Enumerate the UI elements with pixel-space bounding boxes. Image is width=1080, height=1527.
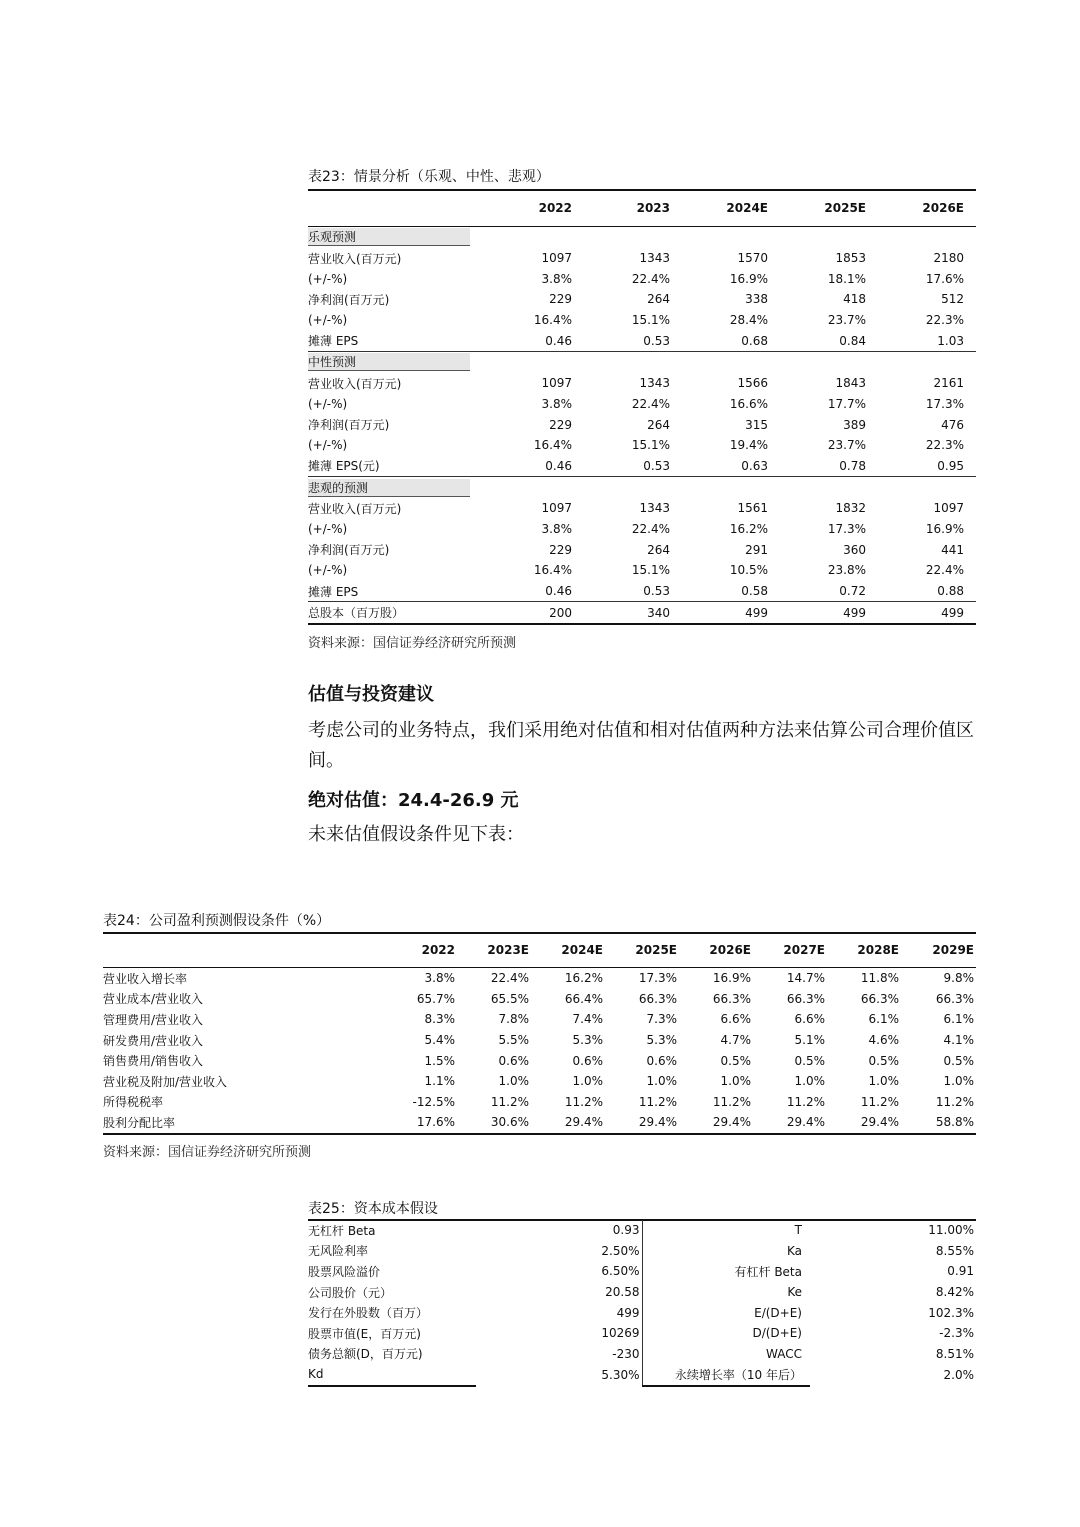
table24-header-2026e: 2026E	[679, 933, 753, 968]
table24-header-2024e: 2024E	[531, 933, 605, 968]
table25-value-left: 6.50%	[476, 1261, 642, 1282]
table23-cell: 0.95	[937, 458, 964, 473]
table23-row-label: 营业收入(百万元)	[308, 251, 402, 266]
table23-row	[308, 248, 976, 269]
table23-row	[308, 373, 976, 394]
table24-cell: 11.2%	[935, 1094, 974, 1109]
table24-cell: 11.2%	[860, 1094, 899, 1109]
table24-cell: 1.0%	[646, 1074, 677, 1089]
table23-empty-cell	[780, 227, 878, 248]
table24-cell: 14.7%	[786, 971, 825, 986]
table24-cell: 5.1%	[794, 1033, 825, 1048]
table23-cell: 16.4%	[533, 563, 572, 578]
table23-cell: 17.3%	[827, 521, 866, 536]
table24-cell: 7.4%	[572, 1012, 603, 1027]
table23-group-row	[308, 477, 976, 498]
table23-cell: 23.7%	[827, 313, 866, 328]
table25-label-right: 永续增长率（10 年后）	[642, 1364, 810, 1386]
table24-row	[103, 1050, 976, 1071]
table23-row	[308, 560, 976, 581]
table24-cell: 4.6%	[868, 1033, 899, 1048]
table23-row	[308, 330, 976, 351]
table24-cell: 1.0%	[720, 1074, 751, 1089]
table24-cell: 66.3%	[712, 991, 751, 1006]
table23-header-2025e: 2025E	[780, 190, 878, 227]
table24-cell: 1.0%	[498, 1074, 529, 1089]
table23-total-cell: 200	[486, 602, 584, 624]
table23-cell: 0.53	[643, 458, 670, 473]
table23-header-blank	[308, 190, 486, 227]
table24-cell: 0.6%	[646, 1053, 677, 1068]
table24-cell: 6.6%	[720, 1012, 751, 1027]
table23-cell: 17.3%	[925, 396, 964, 411]
table23-cell: 22.4%	[631, 521, 670, 536]
table24-header-2025e: 2025E	[605, 933, 679, 968]
table23-group-cell	[308, 352, 486, 373]
table23-group-row	[308, 227, 976, 248]
table23-cell: 229	[549, 542, 572, 557]
table24-row-label: 营业成本/营业收入	[103, 992, 204, 1007]
table25-row	[308, 1364, 976, 1386]
table25-value-right: 2.0%	[943, 1367, 974, 1382]
table25-label-right: D/(D+E)	[752, 1326, 802, 1341]
table24-cell: 1.0%	[868, 1074, 899, 1089]
table24-row	[103, 989, 976, 1010]
table25-value-right: 8.42%	[935, 1285, 974, 1300]
table23-row	[308, 414, 976, 435]
table23-row-label: (+/-%)	[308, 271, 348, 286]
table25-label-right: WACC	[766, 1346, 802, 1361]
table24-cell: 66.3%	[935, 991, 974, 1006]
table23-cell: 16.9%	[925, 521, 964, 536]
table23-row-label: 摊薄 EPS	[308, 584, 359, 599]
table23-header-2022: 2022	[486, 190, 584, 227]
table25-row	[308, 1323, 976, 1344]
table23-total-cell: 499	[780, 602, 878, 624]
table23-total-label: 总股本（百万股）	[308, 602, 486, 624]
scenario-analysis-table	[308, 190, 976, 625]
table23-cell: 360	[843, 542, 866, 557]
table23-header-2024e: 2024E	[682, 190, 780, 227]
table24-source: 资料来源：国信证券经济研究所预测	[103, 1145, 312, 1160]
table23-cell: 2180	[933, 251, 964, 266]
table23-row	[308, 456, 976, 477]
table24-cell: 11.2%	[786, 1094, 825, 1109]
table24-cell: 0.6%	[572, 1053, 603, 1068]
table23-row-label: 净利润(百万元)	[308, 543, 390, 558]
table23-cell: 1853	[835, 251, 866, 266]
table24-cell: 65.7%	[416, 991, 455, 1006]
table23-row	[308, 498, 976, 519]
table23-row-label: (+/-%)	[308, 313, 348, 328]
table23-cell: 264	[647, 292, 670, 307]
table24-header-2022: 2022	[383, 933, 457, 968]
table23-cell: 16.2%	[729, 521, 768, 536]
table24-cell: 17.3%	[638, 971, 677, 986]
table23-cell: 1097	[541, 501, 572, 516]
table24-cell: 66.3%	[860, 991, 899, 1006]
table23-row-label: 净利润(百万元)	[308, 292, 390, 307]
profit-forecast-assumptions-table	[103, 933, 976, 1135]
table23-empty-cell	[584, 477, 682, 498]
table23-cell: 15.1%	[631, 563, 670, 578]
table23-cell: 389	[843, 417, 866, 432]
table23-group-row	[308, 352, 976, 373]
table25-label-right: 有杠杆 Beta	[734, 1264, 802, 1279]
table23-header-2023: 2023	[584, 190, 682, 227]
table23-cell: 229	[549, 417, 572, 432]
table23-row-label: 营业收入(百万元)	[308, 501, 402, 516]
table23-row	[308, 310, 976, 331]
table23-cell: 15.1%	[631, 313, 670, 328]
table23-group-cell	[308, 477, 486, 498]
table23-cell: 23.7%	[827, 438, 866, 453]
table25-row	[308, 1282, 976, 1303]
table23-cell: 3.8%	[541, 271, 572, 286]
table24-cell: 5.4%	[424, 1033, 455, 1048]
table25-value-right: 8.51%	[935, 1346, 974, 1361]
table24-cell: 4.1%	[943, 1033, 974, 1048]
table24-row-label: 营业税及附加/营业收入	[103, 1074, 228, 1089]
table23-cell: 512	[941, 292, 964, 307]
table24-cell: 9.8%	[943, 971, 974, 986]
table23-total-cell: 499	[878, 602, 976, 624]
table23-cell: 315	[745, 417, 768, 432]
table23-cell: 1097	[933, 501, 964, 516]
table25-value-left: 0.93	[476, 1220, 642, 1241]
table24-cell: 0.5%	[794, 1053, 825, 1068]
table25-label-left: 债务总额(D，百万元)	[308, 1347, 423, 1362]
table23-cell: 3.8%	[541, 521, 572, 536]
table24-header-2029e: 2029E	[901, 933, 976, 968]
table23-row-label: 摊薄 EPS	[308, 334, 359, 349]
table23-cell: 0.78	[839, 458, 866, 473]
table23-empty-cell	[584, 352, 682, 373]
table24-cell: 0.6%	[498, 1053, 529, 1068]
table25-label-left: 发行在外股数（百万）	[308, 1306, 429, 1321]
table25-row	[308, 1220, 976, 1241]
table23-cell: 1097	[541, 376, 572, 391]
table24-cell: 0.5%	[868, 1053, 899, 1068]
table23-cell: 22.3%	[925, 438, 964, 453]
table23-row-label: (+/-%)	[308, 438, 348, 453]
table24-row	[103, 1030, 976, 1051]
table23-cell: 22.4%	[925, 563, 964, 578]
table24-cell: 11.2%	[638, 1094, 677, 1109]
table23-empty-cell	[780, 477, 878, 498]
table25-value-left: 20.58	[476, 1282, 642, 1303]
table23-cell: 17.6%	[925, 271, 964, 286]
table23-group-title: 悲观的预测	[308, 479, 470, 497]
table23-cell: 0.84	[839, 333, 866, 348]
table23-cell: 476	[941, 417, 964, 432]
table25-value-right: 11.00%	[928, 1223, 974, 1238]
table23-empty-cell	[682, 477, 780, 498]
table23-cell: 1566	[737, 376, 768, 391]
table23-cell: 0.53	[643, 584, 670, 599]
table23-cell: 18.1%	[827, 271, 866, 286]
table24-cell: 7.3%	[646, 1012, 677, 1027]
table24-cell: 11.2%	[490, 1094, 529, 1109]
table25-caption: 表25：资本成本假设	[308, 1201, 438, 1217]
table24-cell: 1.0%	[943, 1074, 974, 1089]
table24-row	[103, 1071, 976, 1092]
table24-cell: 1.1%	[424, 1074, 455, 1089]
table24-cell: 0.5%	[943, 1053, 974, 1068]
table24-body	[103, 968, 976, 1134]
table24-row-label: 股利分配比率	[103, 1112, 383, 1134]
table23-row	[308, 289, 976, 310]
table24-row-label: 营业收入增长率	[103, 971, 188, 986]
table25-label-left: 公司股价（元）	[308, 1285, 393, 1300]
table23-cell: 264	[647, 417, 670, 432]
table24-cell: 6.6%	[794, 1012, 825, 1027]
table23-empty-cell	[486, 477, 584, 498]
table24-row-label: 所得税税率	[103, 1095, 164, 1110]
table25-label-left: 股票风险溢价	[308, 1264, 381, 1279]
table24-cell: 17.6%	[383, 1112, 457, 1134]
table24-cell: 1.5%	[424, 1053, 455, 1068]
table23-group-title: 乐观预测	[308, 228, 470, 246]
table23-cell: 22.3%	[925, 313, 964, 328]
table25-label-left: 股票市值(E，百万元)	[308, 1326, 421, 1341]
cost-of-capital-table	[308, 1220, 976, 1387]
table23-cell: 264	[647, 542, 670, 557]
table25-value-left: -230	[476, 1344, 642, 1365]
table23-empty-cell	[486, 227, 584, 248]
table25-label-right: T	[794, 1223, 802, 1238]
table23-cell: 0.46	[545, 584, 572, 599]
table23-row-label: 净利润(百万元)	[308, 418, 390, 433]
table23-row-label: 摊薄 EPS(元)	[308, 459, 380, 474]
table24-header-2028e: 2028E	[827, 933, 901, 968]
table23-cell: 441	[941, 542, 964, 557]
table25-label-right: E/(D+E)	[754, 1305, 802, 1320]
table24-cell: 29.4%	[753, 1112, 827, 1134]
table24-cell: 22.4%	[490, 971, 529, 986]
table24-cell: 29.4%	[531, 1112, 605, 1134]
table23-cell: 0.63	[741, 458, 768, 473]
table23-row-label: 营业收入(百万元)	[308, 376, 402, 391]
table24-row-label: 研发费用/营业收入	[103, 1033, 204, 1048]
table23-cell: 3.8%	[541, 396, 572, 411]
table23-cell: 17.7%	[827, 396, 866, 411]
table23-group-title: 中性预测	[308, 353, 470, 371]
table23-row	[308, 539, 976, 560]
table24-cell: 29.4%	[679, 1112, 753, 1134]
table23-row	[308, 268, 976, 289]
table23-source: 资料来源：国信证券经济研究所预测	[308, 636, 517, 651]
table24-cell: 29.4%	[827, 1112, 901, 1134]
section-paragraph-2: 未来估值假设条件见下表：	[308, 824, 524, 845]
table23-cell: 1343	[639, 251, 670, 266]
table23-cell: 338	[745, 292, 768, 307]
table23-empty-cell	[878, 352, 976, 373]
table25-label-left: 无杠杆 Beta	[308, 1223, 376, 1238]
table25-label-left: 无风险利率	[308, 1244, 369, 1259]
table25-value-right: -2.3%	[939, 1326, 974, 1341]
table24-cell: 66.3%	[786, 991, 825, 1006]
table24-row	[103, 1112, 976, 1134]
table23-cell: 16.4%	[533, 313, 572, 328]
table23-cell: 0.46	[545, 458, 572, 473]
table25-value-left: 499	[476, 1302, 642, 1323]
table23-cell: 0.88	[937, 584, 964, 599]
table24-cell: 11.2%	[564, 1094, 603, 1109]
section-paragraph-1: 考虑公司的业务特点，我们采用绝对估值和相对估值两种方法来估算公司合理价值区间。	[308, 720, 974, 771]
table23-cell: 0.68	[741, 333, 768, 348]
table23-cell: 1343	[639, 376, 670, 391]
table25-label-right: Ke	[787, 1285, 802, 1300]
table23-empty-cell	[682, 227, 780, 248]
table24-header-2023e: 2023E	[457, 933, 531, 968]
table24-cell: 6.1%	[943, 1012, 974, 1027]
table25-body	[308, 1220, 976, 1386]
table24-cell: 11.8%	[860, 971, 899, 986]
table24-cell: 66.3%	[638, 991, 677, 1006]
table25-row	[308, 1261, 976, 1282]
table25-value-right: 102.3%	[928, 1305, 974, 1320]
table23-cell: 1561	[737, 501, 768, 516]
table25-value-left: 5.30%	[476, 1364, 642, 1386]
table25-row	[308, 1241, 976, 1262]
table23-cell: 1570	[737, 251, 768, 266]
table23-row-label: (+/-%)	[308, 396, 348, 411]
table24-cell: -12.5%	[412, 1094, 455, 1109]
table23-row	[308, 394, 976, 415]
table23-body	[308, 227, 976, 625]
table23-cell: 22.4%	[631, 271, 670, 286]
table23-empty-cell	[584, 227, 682, 248]
table24-cell: 58.8%	[901, 1112, 976, 1134]
table24-row-label: 管理费用/营业收入	[103, 1012, 204, 1027]
table24-row	[103, 968, 976, 989]
table24-header-blank	[103, 933, 383, 968]
table24-cell: 4.7%	[720, 1033, 751, 1048]
table23-empty-cell	[878, 227, 976, 248]
table24-caption: 表24：公司盈利预测假设条件（%）	[103, 913, 331, 929]
table23-cell: 1097	[541, 251, 572, 266]
table23-cell: 16.9%	[729, 271, 768, 286]
table24-header-2027e: 2027E	[753, 933, 827, 968]
table24-cell: 5.5%	[498, 1033, 529, 1048]
table23-row-label: (+/-%)	[308, 563, 348, 578]
table25-label-left: Kd	[308, 1364, 476, 1386]
table23-row	[308, 519, 976, 540]
table23-cell: 16.6%	[729, 396, 768, 411]
table23-cell: 10.5%	[729, 563, 768, 578]
table23-row	[308, 435, 976, 456]
table23-cell: 16.4%	[533, 438, 572, 453]
table23-empty-cell	[682, 352, 780, 373]
table24-row	[103, 1009, 976, 1030]
table24-cell: 5.3%	[572, 1033, 603, 1048]
table23-empty-cell	[486, 352, 584, 373]
table23-cell: 15.1%	[631, 438, 670, 453]
table23-total-cell: 499	[682, 602, 780, 624]
table23-cell: 1.03	[937, 333, 964, 348]
table23-cell: 23.8%	[827, 563, 866, 578]
table23-cell: 0.53	[643, 333, 670, 348]
table23-cell: 291	[745, 542, 768, 557]
table24-cell: 5.3%	[646, 1033, 677, 1048]
section-heading: 估值与投资建议	[308, 684, 434, 705]
table23-cell: 0.72	[839, 584, 866, 599]
table23-row-label: (+/-%)	[308, 521, 348, 536]
table23-cell: 2161	[933, 376, 964, 391]
table24-cell: 30.6%	[457, 1112, 531, 1134]
table24-cell: 0.5%	[720, 1053, 751, 1068]
table23-total-row	[308, 602, 976, 624]
table23-cell: 0.58	[741, 584, 768, 599]
table25-value-right: 0.91	[947, 1264, 974, 1279]
table24-cell: 7.8%	[498, 1012, 529, 1027]
table24-cell: 16.9%	[712, 971, 751, 986]
table24-cell: 8.3%	[424, 1012, 455, 1027]
table24-cell: 1.0%	[794, 1074, 825, 1089]
table23-row	[308, 581, 976, 602]
table23-cell: 1343	[639, 501, 670, 516]
table24-cell: 11.2%	[712, 1094, 751, 1109]
table23-cell: 418	[843, 292, 866, 307]
table25-value-left: 2.50%	[476, 1241, 642, 1262]
table23-empty-cell	[878, 477, 976, 498]
table24-cell: 16.2%	[564, 971, 603, 986]
table25-value-right: 8.55%	[935, 1243, 974, 1258]
table24-cell: 66.4%	[564, 991, 603, 1006]
table23-cell: 0.46	[545, 333, 572, 348]
table24-row	[103, 1092, 976, 1113]
table24-row-label: 销售费用/销售收入	[103, 1054, 204, 1069]
table25-row	[308, 1344, 976, 1365]
table23-cell: 28.4%	[729, 313, 768, 328]
table25-label-right: Ka	[786, 1243, 802, 1258]
table24-cell: 29.4%	[605, 1112, 679, 1134]
table23-total-cell: 340	[584, 602, 682, 624]
table23-cell: 1843	[835, 376, 866, 391]
absolute-valuation-heading: 绝对估值：24.4-26.9 元	[308, 790, 519, 811]
table23-cell: 229	[549, 292, 572, 307]
table23-group-cell	[308, 227, 486, 248]
table23-cell: 1832	[835, 501, 866, 516]
table23-header-2026e: 2026E	[878, 190, 976, 227]
table23-empty-cell	[780, 352, 878, 373]
table23-cell: 19.4%	[729, 438, 768, 453]
table24-cell: 6.1%	[868, 1012, 899, 1027]
table24-cell: 3.8%	[424, 971, 455, 986]
table24-cell: 1.0%	[572, 1074, 603, 1089]
table23-cell: 22.4%	[631, 396, 670, 411]
table25-row	[308, 1302, 976, 1323]
table24-cell: 65.5%	[490, 991, 529, 1006]
table23-caption: 表23：情景分析（乐观、中性、悲观）	[308, 169, 550, 185]
table25-value-left: 10269	[476, 1323, 642, 1344]
